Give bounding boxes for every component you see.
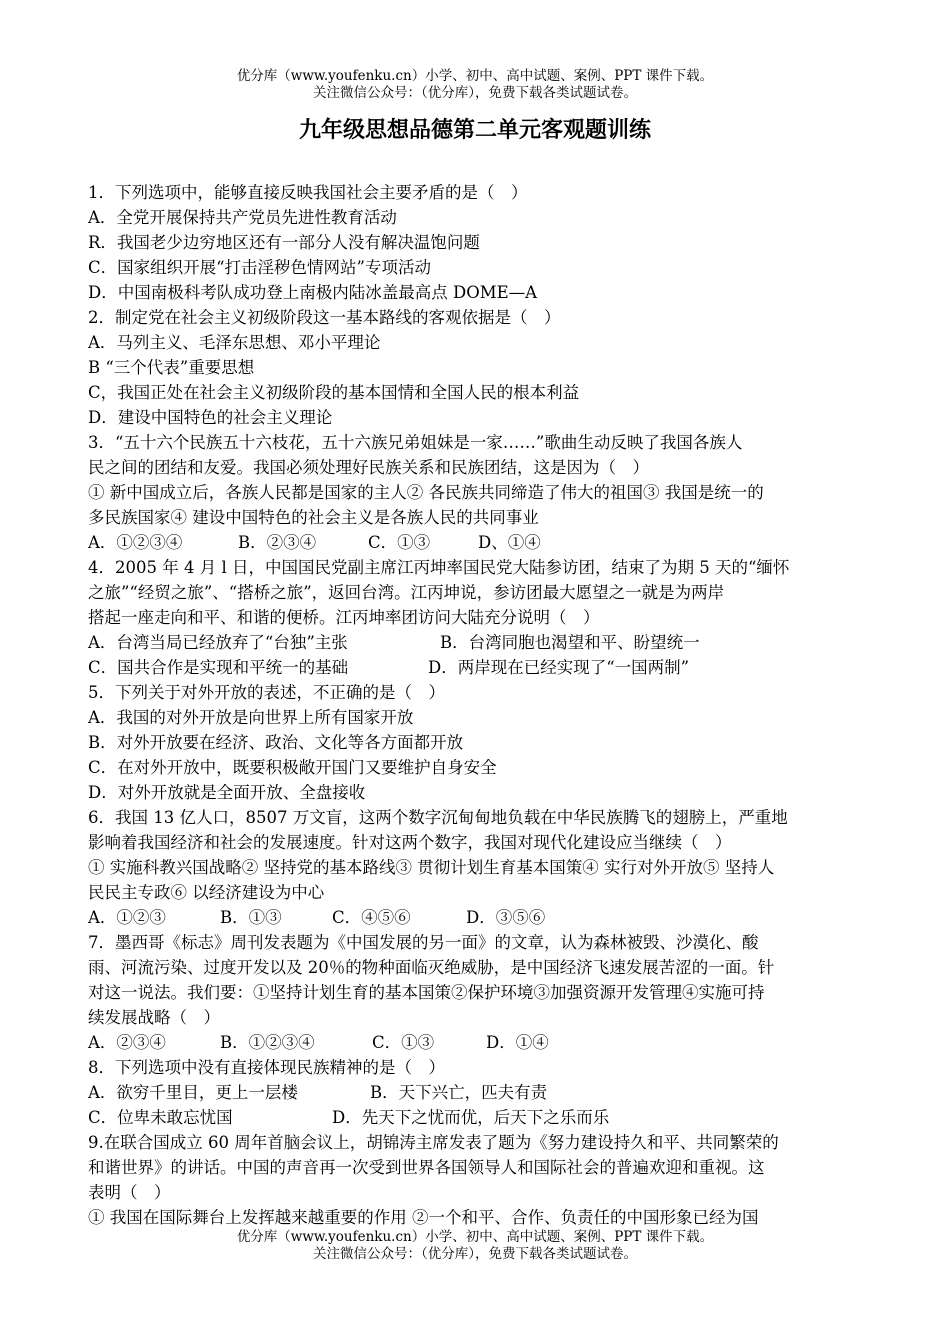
options-row-q3 <box>88 530 878 555</box>
header-line-2: 关注微信公众号：（优分库），免费下载各类试题试卷。 <box>313 85 637 101</box>
option: B．①②③④ <box>220 1033 315 1052</box>
option-line: C，我国正处在社会主义初级阶段的基本国情和全国人民的根本利益 <box>88 383 580 402</box>
option: B．②③④ <box>238 533 317 552</box>
question-3: 3．“五十六个民族五十六枝花，五十六族兄弟姐妹是一家……”歌曲生动反映了我国各族人 <box>88 433 743 452</box>
option-line: R．我国老少边穷地区还有一部分人没有解决温饱问题 <box>88 233 480 252</box>
question-text-line: 民之间的团结和友爱。我国必须处理好民族关系和民族团结，这是因为（ ） <box>88 458 649 477</box>
option: D．先天下之忧而优，后天下之乐而乐 <box>332 1108 610 1127</box>
page-footer <box>0 1229 950 1263</box>
option: D、①④ <box>478 533 541 552</box>
question-text-line: 对这一说法。我们要：①坚持计划生育的基本国策②保护环境③加强资源开发管理④实施可持 <box>88 983 765 1002</box>
option-line: B．对外开放要在经济、政治、文化等各方面都开放 <box>88 733 464 752</box>
question-text-line: 雨、河流污染、过度开发以及 20％的物种面临灭绝威胁，是中国经济飞速发展苦涩的一面。针 <box>88 958 775 977</box>
page-title: 九年级思想品德第二单元客观题训练 <box>298 118 651 143</box>
option: C．国共合作是实现和平统一的基础 <box>88 658 349 677</box>
option: B．天下兴亡，匹夫有责 <box>370 1083 548 1102</box>
question-text-line: ① 新中国成立后，各族人民都是国家的主人② 各民族共同缔造了伟大的祖国③ 我国是统一的 <box>88 483 764 502</box>
question-5: 5．下列关于对外开放的表述，不正确的是（ ） <box>88 683 445 702</box>
option-line: C．国家组织开展“打击淫秽色情网站”专项活动 <box>88 258 431 277</box>
option-line: D．对外开放就是全面开放、全盘接收 <box>88 783 366 802</box>
question-8: 8．下列选项中没有直接体现民族精神的是（ ） <box>88 1058 445 1077</box>
question-text-line: 搭起一座走向和平、和谐的便桥。江丙坤率团访问大陆充分说明（ ） <box>88 608 600 627</box>
option-line: A．马列主义、毛泽东思想、邓小平理论 <box>88 333 381 352</box>
option: A．欲穷千里目，更上一层楼 <box>88 1083 298 1102</box>
question-9: 9.在联合国成立 60 周年首脑会议上，胡锦涛主席发表了题为《努力建设持久和平、共同繁荣的 <box>88 1133 779 1152</box>
option: C．①③ <box>368 533 431 552</box>
question-1: 1．下列选项中，能够直接反映我国社会主要矛盾的是（ ） <box>88 183 528 202</box>
question-text-line: 影响着我国经济和社会的发展速度。针对这两个数字，我国对现代化建设应当继续（ ） <box>88 833 732 852</box>
options-row-q8a <box>88 1080 878 1105</box>
question-text-line: 续发展战略（ ） <box>88 1008 220 1027</box>
option-line: D．建设中国特色的社会主义理论 <box>88 408 333 427</box>
footer-line-2: 关注微信公众号：（优分库），免费下载各类试题试卷。 <box>313 1246 637 1262</box>
question-text-line: ① 我国在国际舞台上发挥越来越重要的作用 ②一个和平、合作、负责任的中国形象已经为国 <box>88 1208 759 1227</box>
option-line: B “三个代表”重要思想 <box>88 358 255 377</box>
option: C．④⑤⑥ <box>332 908 411 927</box>
question-2: 2．制定党在社会主义初级阶段这一基本路线的客观依据是（ ） <box>88 308 561 327</box>
header-line-1: 优分库（www.youfenku.cn）小学、初中、高中试题、案例、PPT 课件下载。 <box>236 68 714 84</box>
option: B．台湾同胞也渴望和平、盼望统一 <box>440 633 700 652</box>
option-line: A．我国的对外开放是向世界上所有国家开放 <box>88 708 414 727</box>
option: D．两岸现在已经实现了“一国两制” <box>428 658 690 677</box>
question-7: 7．墨西哥《标志》周刊发表题为《中国发展的另一面》的文章，认为森林被毁、沙漠化、酸 <box>88 933 759 952</box>
question-text-line: 表明（ ） <box>88 1183 171 1202</box>
question-text-line: 多民族国家④ 建设中国特色的社会主义是各族人民的共同事业 <box>88 508 539 527</box>
question-text-line: 民民主专政⑥ 以经济建设为中心 <box>88 883 325 902</box>
footer-line-1: 优分库（www.youfenku.cn）小学、初中、高中试题、案例、PPT 课件下载。 <box>236 1229 714 1245</box>
page-header <box>0 68 950 102</box>
option: A．台湾当局已经放弃了“台独”主张 <box>88 633 348 652</box>
document-body <box>88 180 878 1230</box>
option: D．③⑤⑥ <box>466 908 546 927</box>
options-row-q4b <box>88 655 878 680</box>
option: A．①②③④ <box>88 533 183 552</box>
options-row-q8b <box>88 1105 878 1130</box>
options-row-q4a <box>88 630 878 655</box>
option-line: C．在对外开放中，既要积极敞开国门又要维护自身安全 <box>88 758 497 777</box>
question-text-line: 和谐世界》的讲话。中国的声音再一次受到世界各国领导人和国际社会的普遍欢迎和重视。这 <box>88 1158 765 1177</box>
question-text-line: 之旅”“经贸之旅”、“搭桥之旅”，返回台湾。江丙坤说，参访团最大愿望之一就是为两岸 <box>88 583 725 602</box>
option: C．①③ <box>372 1033 435 1052</box>
question-4: 4．2005 年 4 月 l 日，中国国民党副主席江丙坤率国民党大陆参访团，结束了为期 5 天的“缅怀 <box>88 558 790 577</box>
option: B．①③ <box>220 908 282 927</box>
option: A．①②③ <box>88 908 166 927</box>
option: A．②③④ <box>88 1033 166 1052</box>
question-text-line: ① 实施科教兴国战略② 坚持党的基本路线③ 贯彻计划生育基本国策④ 实行对外开放⑤ 坚持人 <box>88 858 775 877</box>
option-line: A．全党开展保持共产党员先进性教育活动 <box>88 208 397 227</box>
question-6: 6．我国 13 亿人口，8507 万文盲，这两个数字沉甸甸地负载在中华民族腾飞的翅膀上，严重地 <box>88 808 788 827</box>
option: D．①④ <box>486 1033 549 1052</box>
option: C．位卑未敢忘忧国 <box>88 1108 233 1127</box>
options-row-q6 <box>88 905 878 930</box>
option-line: D．中国南极科考队成功登上南极内陆冰盖最高点 DOME—A <box>88 283 538 302</box>
options-row-q7 <box>88 1030 878 1055</box>
